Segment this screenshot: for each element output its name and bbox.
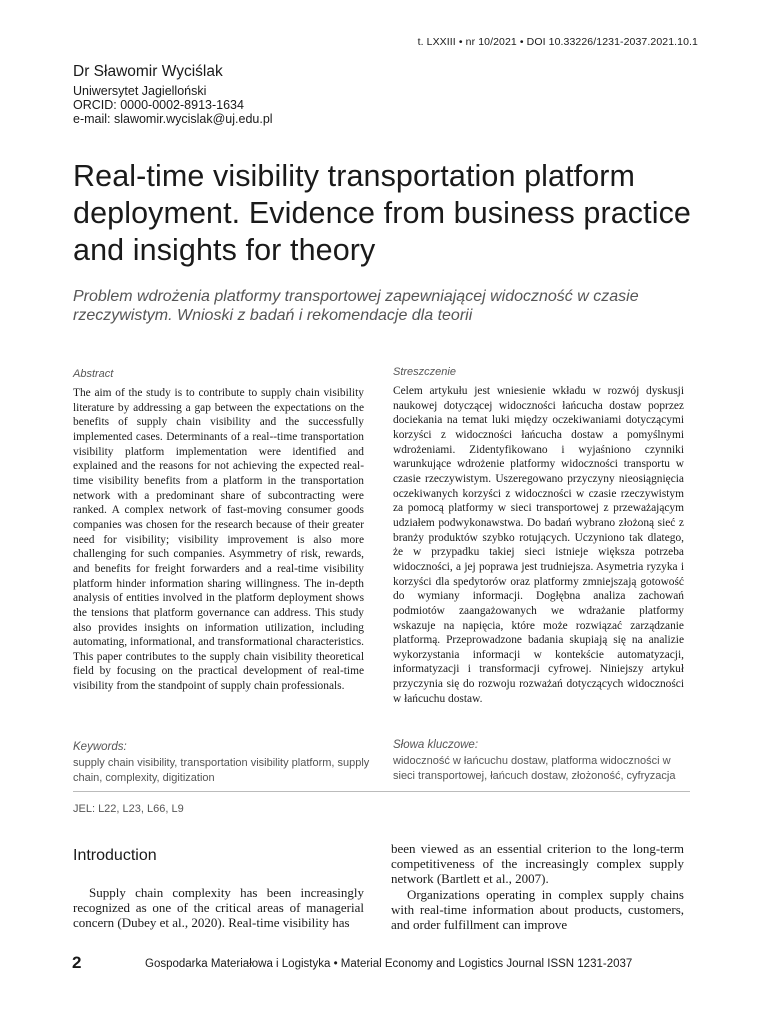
journal-footer: Gospodarka Materiałowa i Logistyka • Material Economy and Logistics Journal ISSN 1231-2037 (145, 958, 633, 970)
introduction-heading: Introduction (73, 847, 157, 864)
introduction-right-paragraph-2: Organizations operating in complex supply chains with real-time information about products, customers, and order fulfillment can improve (391, 887, 684, 933)
author-block (73, 63, 273, 126)
article-subtitle: Problem wdrożenia platformy transportowej zapewniającej widoczność w czasie rzeczywistym. Wnioski z badań i rekomendacje dla teorii (73, 288, 639, 324)
keywords-text: supply chain visibility, transportation visibility platform, supply chain, complexity, digitization (73, 757, 370, 784)
article-title: Real-time visibility transportation platform deployment. Evidence from business practice and insights for theory (73, 159, 691, 267)
keywords-label: Keywords: (73, 741, 127, 753)
jel-codes: JEL: L22, L23, L66, L9 (73, 803, 184, 815)
slowa-kluczowe-text: widoczność w łańcuchu dostaw, platforma widoczności w sieci transportowej, łańcuch dostaw, złożoność, cyfryzacja (393, 755, 676, 782)
author-email: e-mail: slawomir.wycislak@uj.edu.pl (73, 112, 273, 126)
page-number: 2 (72, 953, 82, 972)
abstract-label: Abstract (73, 368, 114, 380)
streszczenie-label: Streszczenie (393, 366, 456, 378)
slowa-kluczowe-label: Słowa kluczowe: (393, 739, 479, 751)
author-affiliation: Uniwersytet Jagielloński (73, 84, 207, 98)
introduction-right-paragraph-1: been viewed as an essential criterion to the long-term competitiveness of the increasingly complex supply network (Bartlett et al., 2007). (391, 841, 684, 887)
introduction-left-paragraph: Supply chain complexity has been increasingly recognized as one of the critical areas of managerial concern (Dubey et al., 2020). Real-time visibility has (73, 885, 364, 931)
author-orcid: ORCID: 0000-0002-8913-1634 (73, 98, 244, 112)
abstract-text: The aim of the study is to contribute to supply chain visibility literature by addressing a gap between the expectations on the benefits of supply chain visibility and the successfully implemented cases. Determinants of a real--time transportation visibility platform implementation were identified and explained and the reasons for not achieving the expected real-time visibility benefits from a platform in the transportation network with a predominant share of subcontracting were ranked. A complex network of fast-moving consumer goods companies was chosen for the research because of their greater need for visibility; visibility improvement is also more challenging for such companies. Asymmetry of risk, rewards, and benefits for freight forwarders and a real-time visibility platform hinder information sharing willingness. The in-depth analysis of entities involved in the platform deployment shows the tensions that platform governance can address. This study also provides insights on information utilization, including automating, informational, and transformational characteristics. This paper contributes to the supply chain visibility theoretical field by focusing on the practical development of real-time visibility from the standpoint of supply chain professionals. (73, 387, 364, 693)
section-divider (73, 791, 690, 792)
author-name: Dr Sławomir Wyciślak (73, 63, 223, 80)
doi-line: t. LXXIII • nr 10/2021 • DOI 10.33226/1231-2037.2021.10.1 (417, 36, 698, 48)
streszczenie-text: Celem artykułu jest wniesienie wkładu w rozwój dyskusji naukowej dotyczącej widoczności łańcucha dostaw poprzez dociekania na temat luki między oczekiwaniami dotyczącymi korzyści z widoczności łańcucha dostaw a pomyślnymi wdrożeniami. Zidentyfikowano i wyjaśniono czynniki warunkujące wdrożenie platformy widoczności transportu w czasie rzeczywistym. Uszeregowano przyczyny nieosiągnięcia oczekiwanych korzyści z widoczności w czasie rzeczywistym za pomocą platformy w sieci transportowej z przeważającym udziałem podwykonawstwa. Do badań wybrano złożoną sieć z branży produktów szybko rotujących. Uczyniono tak dlatego, że w przypadku takiej sieci istnieje większa potrzeba widoczności, a jej poprawa jest trudniejsza. Asymetria ryzyka i korzyści dla spedytorów oraz platformy zmniejszają gotowość do wymiany informacji. Dogłębna analiza zachowań podmiotów zaangażowanych we wdrażanie platformy wskazuje na napięcia, które może rozwiązać zarządzanie platformą. Przeprowadzone badania skupiają się na analizie wykorzystania informacji w kontekście automatyzacji, informatyzacji i transformacji cyfrowej. Niniejszy artykuł przyczynia się do rozwoju rozważań dotyczących widoczności w łańcuchu dostaw. (393, 385, 684, 705)
